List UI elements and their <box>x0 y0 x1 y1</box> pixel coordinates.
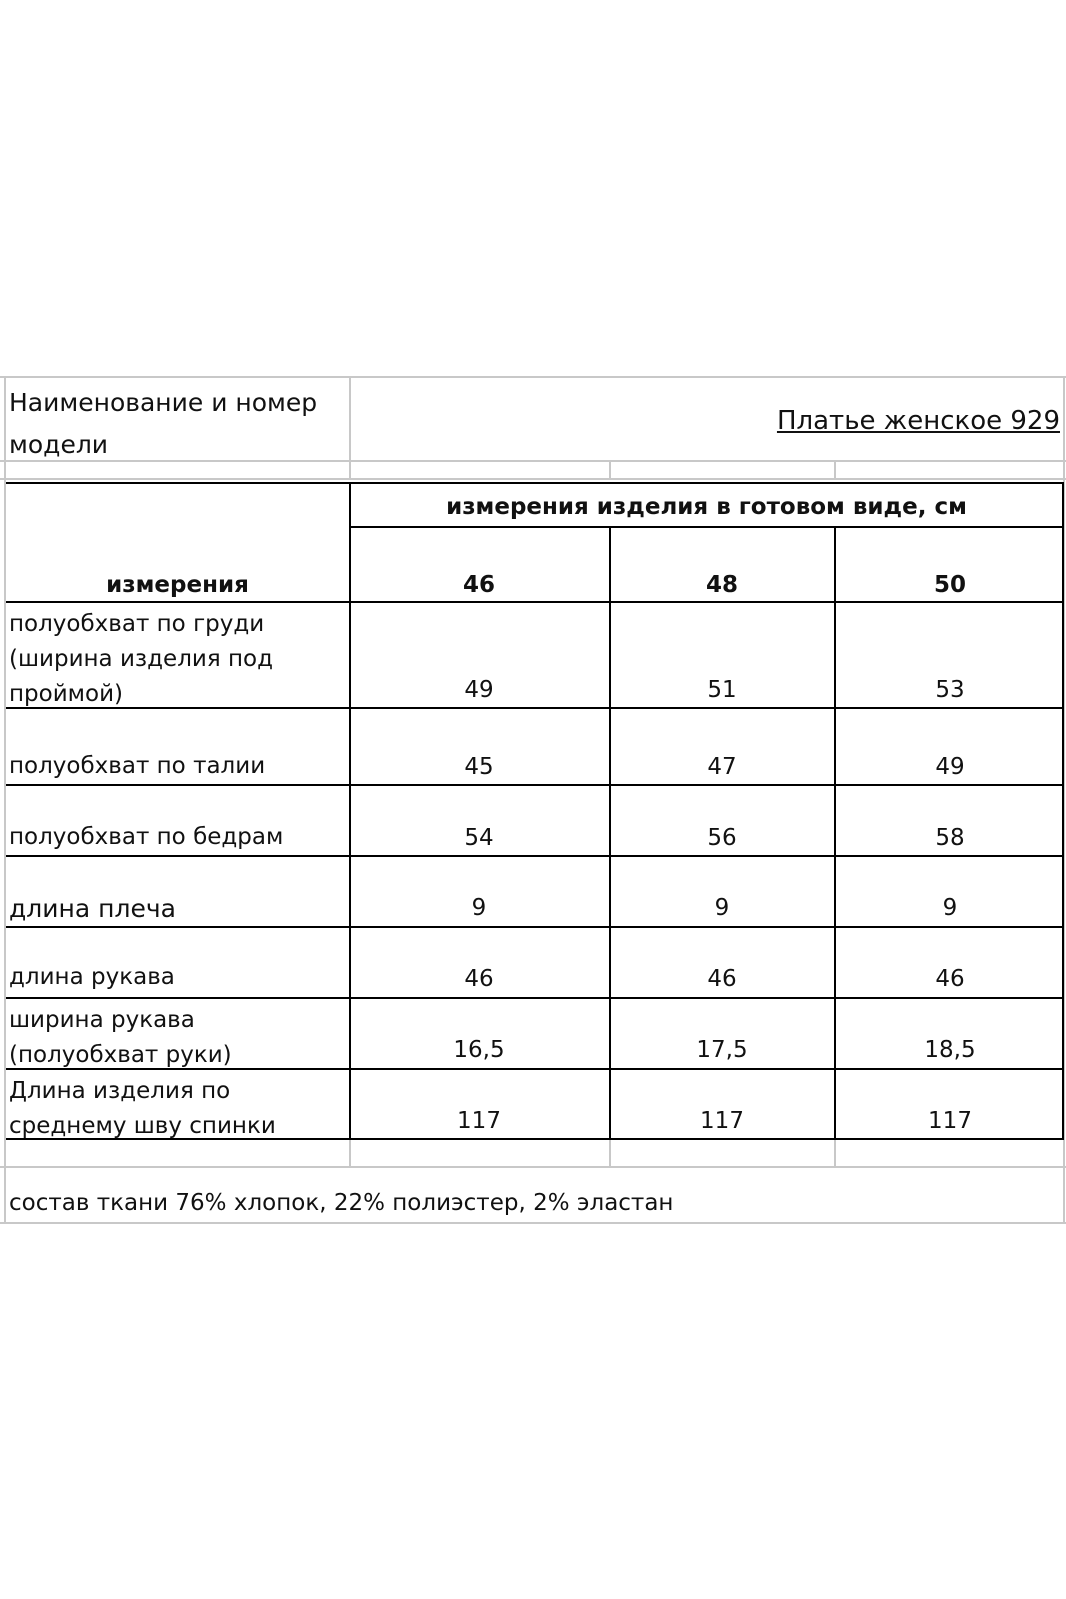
fabric-composition: состав ткани 76% хлопок, 22% полиэстер, 2% эластан <box>9 1190 674 1216</box>
row-label: полуобхват по талии <box>9 753 266 779</box>
model-label <box>9 382 317 466</box>
table-cell: 46 <box>707 966 737 992</box>
table-cell: 46 <box>935 966 965 992</box>
table-border <box>349 482 351 1140</box>
table-border <box>1062 482 1064 1140</box>
gridline <box>609 462 611 480</box>
table-cell: 51 <box>707 677 737 703</box>
row-label-line: ширина рукава <box>9 1007 195 1033</box>
model-label-line: модели <box>9 430 109 459</box>
table-cell: 45 <box>464 754 494 780</box>
row-label-line: (полуобхват руки) <box>9 1042 232 1068</box>
table-cell: 117 <box>457 1108 501 1134</box>
table-border <box>6 601 1064 603</box>
table-border <box>834 526 836 1140</box>
gridline <box>4 376 6 1224</box>
gridline <box>0 376 1066 378</box>
gridline <box>834 462 836 480</box>
group-header: измерения изделия в готовом виде, см <box>446 494 967 520</box>
table-cell: 49 <box>935 754 965 780</box>
size-header: 48 <box>705 572 738 598</box>
table-border <box>6 926 1064 928</box>
size-header: 50 <box>933 572 966 598</box>
row-label: полуобхват по бедрам <box>9 824 284 850</box>
row-label <box>9 607 273 712</box>
table-cell: 16,5 <box>453 1037 505 1063</box>
row-label: длина плеча <box>9 894 176 923</box>
table-cell: 18,5 <box>924 1037 976 1063</box>
row-label-line: проймой) <box>9 681 124 707</box>
table-border <box>6 997 1064 999</box>
table-border <box>609 526 611 1140</box>
measure-header: измерения <box>106 572 249 598</box>
gridline <box>349 376 351 480</box>
row-label: длина рукава <box>9 964 175 990</box>
gridline <box>0 478 1066 480</box>
gridline <box>0 1166 1066 1168</box>
row-label <box>9 1003 232 1073</box>
table-cell: 49 <box>464 677 494 703</box>
row-label-line: Длина изделия по <box>9 1078 231 1104</box>
table-cell: 9 <box>471 895 487 921</box>
gridline <box>834 1140 836 1168</box>
row-label-line: полуобхват по груди <box>9 611 265 637</box>
table-border <box>6 855 1064 857</box>
table-border <box>349 526 1064 528</box>
table-cell: 9 <box>714 895 730 921</box>
row-label-line: среднему шву спинки <box>9 1113 276 1139</box>
gridline <box>349 1140 351 1168</box>
table-border <box>6 482 1064 484</box>
table-cell: 56 <box>707 825 737 851</box>
table-cell: 53 <box>935 677 965 703</box>
table-cell: 117 <box>700 1108 744 1134</box>
table-cell: 117 <box>928 1108 972 1134</box>
table-cell: 58 <box>935 825 965 851</box>
table-cell: 54 <box>464 825 494 851</box>
gridline <box>609 1140 611 1168</box>
row-label <box>9 1074 276 1144</box>
table-border <box>6 784 1064 786</box>
model-name: Платье женское 929 <box>776 406 1060 436</box>
row-label-line: (ширина изделия под <box>9 646 273 672</box>
table-cell: 9 <box>942 895 958 921</box>
size-header: 46 <box>462 572 495 598</box>
gridline <box>0 1222 1066 1224</box>
model-label-line: Наименование и номер <box>9 388 318 417</box>
table-cell: 47 <box>707 754 737 780</box>
table-cell: 46 <box>464 966 494 992</box>
table-cell: 17,5 <box>696 1037 748 1063</box>
